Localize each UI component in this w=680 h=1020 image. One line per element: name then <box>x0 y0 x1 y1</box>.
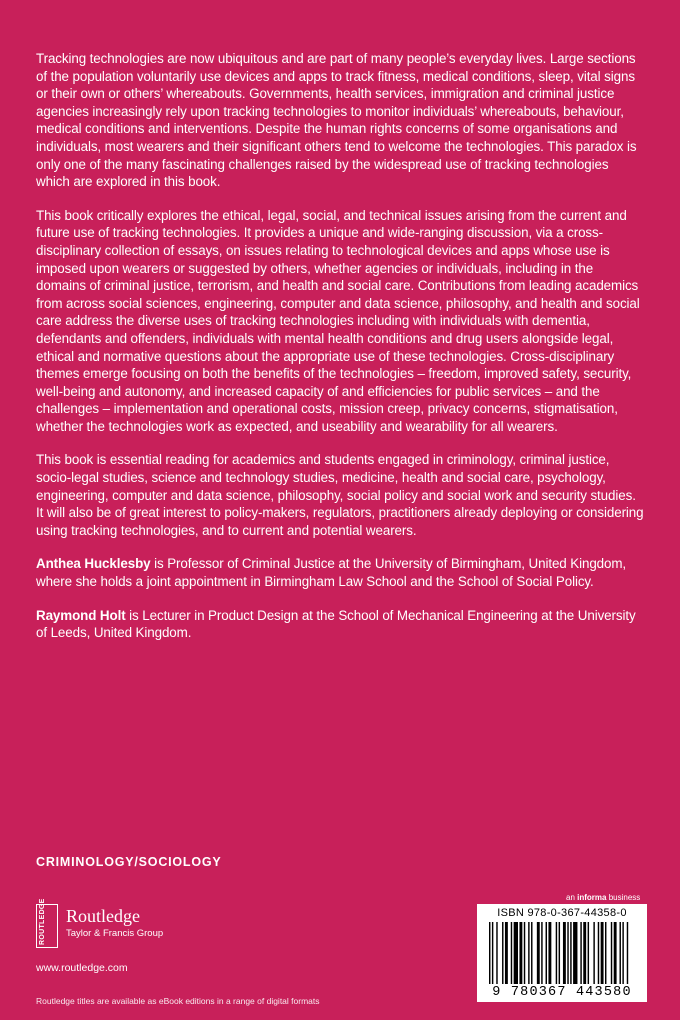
ean-number: 9 780367 443580 <box>492 985 632 1000</box>
blurb-paragraph-1: Tracking technologies are now ubiquitous and are part of many people’s everyday lives. Large sections of the population voluntarily use devices and apps to track fitness, medical conditions, sleep, vital signs or their own or others’ whereabouts. Governments, health services, immigration and criminal justice agencies increasingly rely upon tracking technologies to monitor individuals’ whereabouts, behaviour, medical conditions and interventions. Despite the human rights concerns of some organisations and individuals, most wearers and their significant others tend to welcome the technologies. This paradox is only one of the many fascinating challenges raised by the widespread use of tracking technologies which are explored in this book. <box>36 51 637 190</box>
subject-category: CRIMINOLOGY/SOCIOLOGY <box>36 855 222 869</box>
author-bio-2 <box>36 607 644 642</box>
author-bio-text-2: is Lecturer in Product Design at the School of Mechanical Engineering at the University of Leeds, United Kingdom. <box>36 607 636 641</box>
barcode-stripe <box>519 922 522 984</box>
barcode-stripe <box>489 922 490 984</box>
barcode-stripe <box>620 922 621 984</box>
barcode-stripe <box>511 922 512 984</box>
barcode-box <box>477 904 647 1002</box>
barcode-stripe <box>593 922 594 984</box>
barcode-stripe <box>583 922 586 984</box>
isbn-label: ISBN 978-0-367-44358-0 <box>497 907 627 919</box>
barcode-stripe <box>570 922 571 984</box>
barcode-stripe <box>496 922 497 984</box>
barcode-icon <box>489 922 635 984</box>
blurb-paragraph-2: This book critically explores the ethical, legal, social, and technical issues arising from the current and future use of tracking technologies. It provides a unique and wide-ranging discussion, via a cross-disciplinary collection of essays, on issues relating to technological devices and apps whose use is imposed upon wearers or suggested by others, whether agencies or individuals, including in the domains of criminal justice, terrorism, and health and social care. Contributions from leading academics from across social sciences, engineering, computer and data science, philosophy, and health and social care address the diverse uses of tracking technologies including with individuals with dementia, defendants and offenders, individuals with mental health conditions and drug users alongside legal, ethical and normative questions about the appropriate use of these technologies. Cross-disciplinary themes emerge focusing on both the benefits of the technologies – freedom, improved safety, security, well-being and autonomy, and increased capacity of and efficiencies for public services – and the challenges – implementation and operational costs, mission creep, privacy concerns, stigmatisation, whether the technologies work as expected, and useability and wearability for all wearers. <box>36 207 640 434</box>
barcode-stripe <box>546 922 547 984</box>
barcode-stripe <box>580 922 581 984</box>
publisher-group: Taylor & Francis Group <box>66 928 164 939</box>
publisher-website[interactable]: www.routledge.com <box>36 962 128 974</box>
barcode-stripe <box>556 922 557 984</box>
barcode-stripe <box>563 922 566 984</box>
author-name-2: Raymond Holt <box>36 607 126 623</box>
barcode-stripe <box>502 922 503 984</box>
barcode-stripe <box>531 922 532 984</box>
barcode-stripe <box>514 922 518 984</box>
ebook-note: Routledge titles are available as eBook editions in a range of digital formats <box>36 996 320 1006</box>
barcode-stripe <box>614 922 617 984</box>
barcode-stripe <box>573 922 577 984</box>
informa-prefix: an <box>566 893 578 902</box>
barcode-stripe <box>601 922 604 984</box>
informa-brand: informa <box>577 893 607 902</box>
barcode-stripe <box>627 922 628 984</box>
author-bio-1 <box>36 555 644 590</box>
barcode-stripe <box>524 922 525 984</box>
barcode-stripe <box>611 922 612 984</box>
barcode-stripe <box>548 922 551 984</box>
barcode-stripe <box>559 922 560 984</box>
author-name-1: Anthea Hucklesby <box>36 556 151 572</box>
blurb-paragraph-3: This book is essential reading for academics and students engaged in criminology, criminal justice, socio-legal studies, science and technology studies, medicine, health and social care, psychology, engineering, computer and data science, philosophy, social policy and social work and security studies. It will also be of great interest to policy-makers, regulators, practitioners already deploying or considering using tracking technologies, and to current and potential wearers. <box>36 452 644 538</box>
barcode-stripe <box>537 922 540 984</box>
logo-vertical-text: ROUTLEDGE <box>39 898 46 945</box>
author-bio-text-1: is Professor of Criminal Justice at the University of Birmingham, United Kingdom, where she holds a joint appointment in Birmingham Law School and the School of Social Policy. <box>36 556 627 590</box>
barcode-stripe <box>528 922 529 984</box>
informa-suffix: business <box>606 893 641 902</box>
barcode-stripe <box>605 922 606 984</box>
barcode-stripe <box>588 922 589 984</box>
barcode-stripe <box>505 922 508 984</box>
routledge-logo-icon <box>36 898 58 948</box>
barcode-stripe <box>622 922 623 984</box>
barcode-stripe <box>492 922 493 984</box>
barcode-stripe <box>541 922 542 984</box>
barcode-stripe <box>567 922 568 984</box>
publisher-logo <box>36 898 236 948</box>
informa-label <box>566 893 640 902</box>
barcode-stripe <box>598 922 599 984</box>
blurb <box>36 50 644 658</box>
publisher-name: Routledge <box>66 906 140 926</box>
